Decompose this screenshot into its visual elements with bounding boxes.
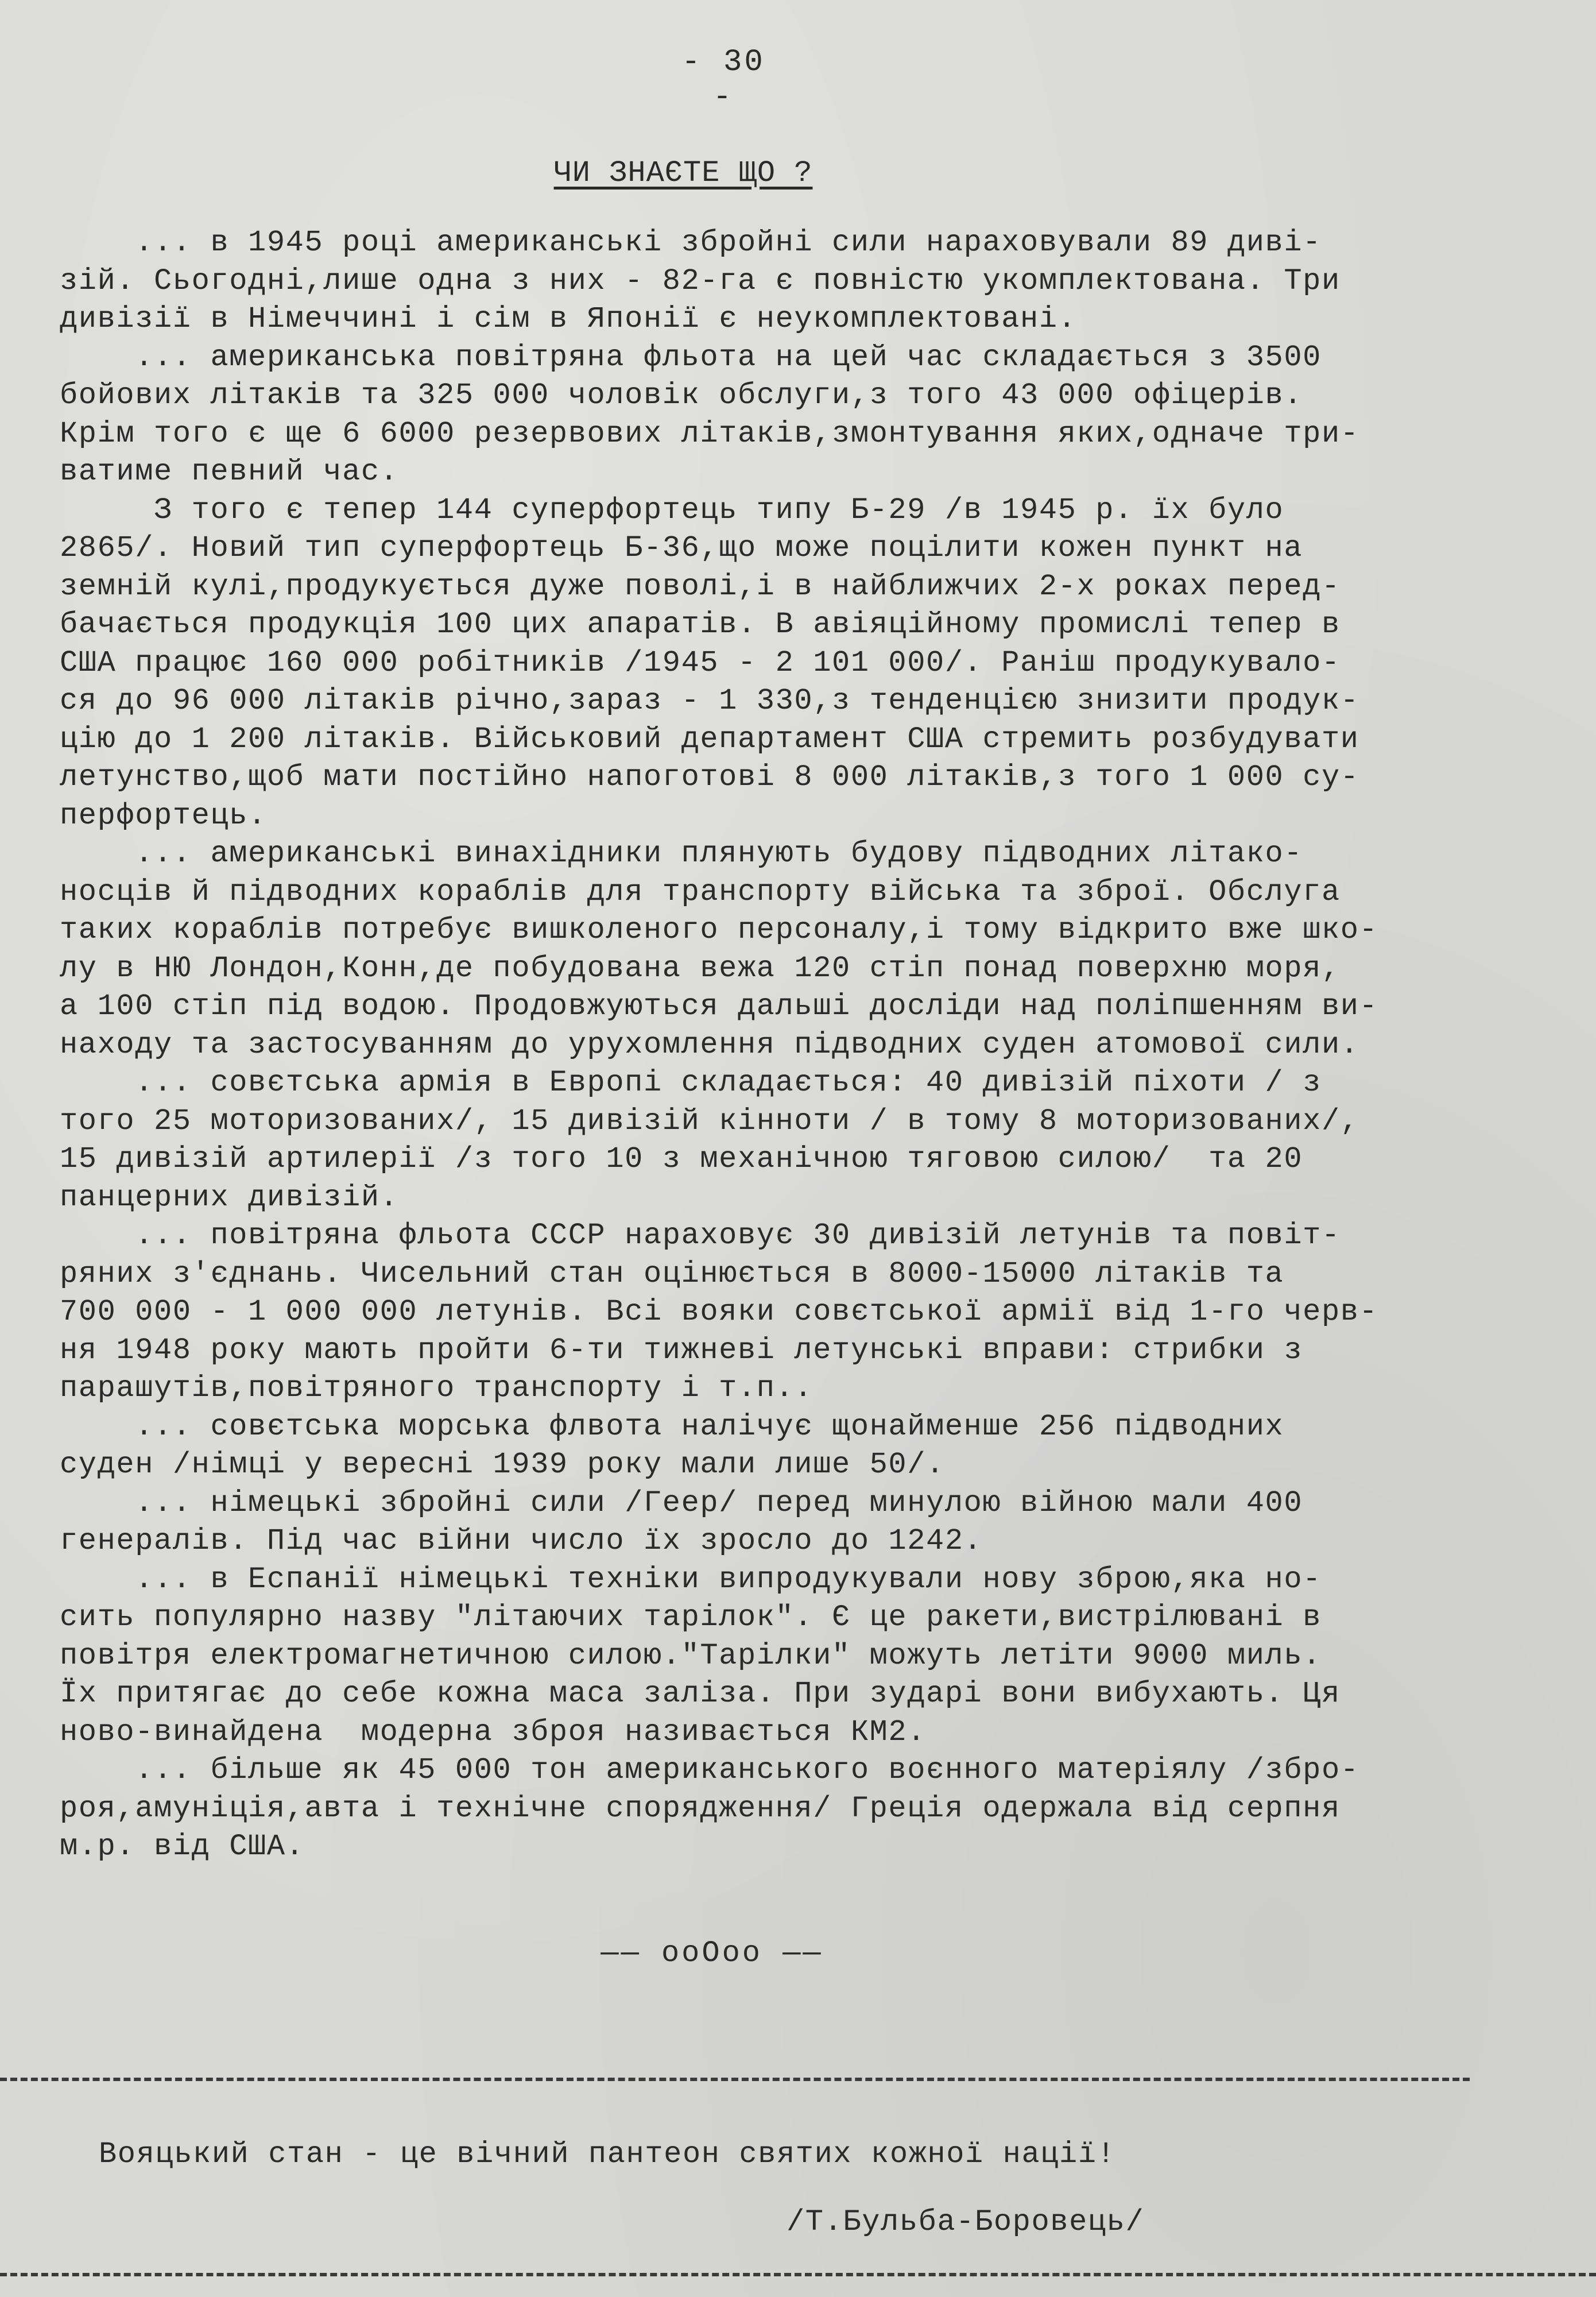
text-line: ... в 1945 році американські збройні сили нараховували 89 диві- xyxy=(60,226,1322,260)
text-line: парашутів,повітряного транспорту і т.п.. xyxy=(60,1371,814,1405)
footer-attribution: /Т.Бульба-Боровець/ xyxy=(787,2205,1145,2239)
text-line: ... повітряна фльота СССР нараховує 30 дивізій летунів та повіт- xyxy=(60,1219,1341,1252)
footer-quote: Вояцький стан - це вічний пантеон святих кожної нації! xyxy=(99,2137,1116,2171)
text-line: ватиме певний час. xyxy=(60,455,399,489)
text-line: ... німецькі збройні сили /Геер/ перед минулою війною мали 400 xyxy=(60,1486,1303,1520)
text-line: сить популярно назву "літаючих тарілок". Є це ракети,вистрілювані в xyxy=(60,1600,1322,1634)
text-line: ... в Еспанії німецькі техніки випродукували нову зброю,яка но- xyxy=(60,1562,1322,1596)
text-line: ряних з'єднань. Чисельний стан оцінюється в 8000-15000 літаків та xyxy=(60,1256,1284,1291)
text-line: ... американські винахідники плянують будову підводних літако- xyxy=(60,837,1303,871)
text-line: м.р. від США. xyxy=(60,1830,305,1863)
text-line: Крім того є ще 6 6000 резервових літаків,змонтування яких,одначе три- xyxy=(60,416,1359,451)
text-line: генералів. Під час війни число їх зросло до 1242. xyxy=(60,1524,983,1558)
text-line: 15 дивізій артилерії /з того 10 з механічною тяговою силою/ та 20 xyxy=(60,1142,1303,1176)
text-line: суден /німці у вересні 1939 року мали лише 50/. xyxy=(60,1448,945,1482)
section-separator: —— ooOoo —— xyxy=(601,1936,823,1970)
text-line: рoя,амуніція,авта і технічне спорядження/ Греція одержала від серпня xyxy=(60,1791,1341,1826)
text-line: лу в НЮ Лондон,Конн,де побудована вежа 120 стіп понад поверхню моря, xyxy=(60,951,1341,985)
text-line: находу та застосуванням до урухомлення підводних суден атомової сили. xyxy=(60,1027,1359,1062)
text-line: цію до 1 200 літаків. Військовий департамент США стремить розбудувати xyxy=(60,722,1359,756)
bottom-dashed-divider xyxy=(0,2273,1596,2276)
text-line: того 25 моторизованих/, 15 дивізій кінноти / в тому 8 моторизованих/, xyxy=(60,1104,1359,1138)
text-line: ня 1948 року мають пройти 6-ти тижневі летунські вправи: стрибки з xyxy=(60,1333,1303,1367)
text-line: Їх притягає до себе кожна маса заліза. При зударі вони вибухають. Ця xyxy=(60,1677,1341,1711)
text-line: земній кулі,продукується дуже поволі,і в найближчих 2-х роках перед- xyxy=(60,569,1341,604)
text-line: ся до 96 000 літаків річно,зараз - 1 330,з тенденцією знизити продук- xyxy=(60,684,1359,718)
dashed-divider xyxy=(0,2078,1470,2081)
text-line: ново-винайдена модерна зброя називається КМ2. xyxy=(60,1715,927,1749)
text-line: повітря електромагнетичною силою."Тарілки" можуть летіти 9000 миль. xyxy=(60,1638,1322,1673)
text-line: ... совєтська морська флвота налічує щонайменше 256 підводних xyxy=(60,1409,1284,1444)
text-line: США працює 160 000 робітників /1945 - 2 101 000/. Раніш продукувало- xyxy=(60,645,1341,680)
text-line: а 100 стіп під водою. Продовжуються дальші досліди над поліпшенням ви- xyxy=(60,989,1378,1023)
text-line: носців й підводних кораблів для транспорту війська та зброї. Обслуга xyxy=(60,875,1341,909)
page-number: - 30 - xyxy=(681,45,765,115)
text-line: панцерних дивізій. xyxy=(60,1180,399,1215)
text-line: перфортець. xyxy=(60,798,267,833)
text-line: ... совєтська армія в Европі складається: 40 дивізій піхоти / з xyxy=(60,1066,1322,1100)
text-line: ... більше як 45 000 тон американського воєнного матеріялу /збро- xyxy=(60,1753,1359,1787)
text-line: дивізії в Німеччині і сім в Японії є неукомплектовані. xyxy=(60,302,1077,336)
page-title: ЧИ ЗНАЄТЕ ЩО ? xyxy=(553,156,813,190)
text-line: таких кораблів потребує вишколеного персоналу,і тому відкрито вже шко- xyxy=(60,913,1378,947)
text-line: 700 000 - 1 000 000 летунів. Всі вояки совєтської армії від 1-го черв- xyxy=(60,1295,1378,1329)
text-line: 2865/. Новий тип суперфортець Б-36,що може поцілити кожен пункт на xyxy=(60,531,1303,565)
text-line: бачається продукція 100 цих апаратів. В авіяційному промислі тепер в xyxy=(60,608,1341,641)
text-line: летунство,щоб мати постійно напоготові 8 000 літаків,з того 1 000 су- xyxy=(60,760,1359,794)
text-line: З того є тепер 144 суперфортець типу Б-29 /в 1945 р. їх було xyxy=(60,493,1284,527)
text-line: ... американська повітряна фльота на цей час складається з 3500 xyxy=(60,340,1322,374)
text-line: бойових літаків та 325 000 чоловік обслуги,з того 43 000 офіцерів. xyxy=(60,378,1303,412)
body-text xyxy=(60,224,1495,1866)
text-line: зій. Сьогодні,лише одна з них - 82-га є повністю укомплектована. Три xyxy=(60,264,1341,298)
